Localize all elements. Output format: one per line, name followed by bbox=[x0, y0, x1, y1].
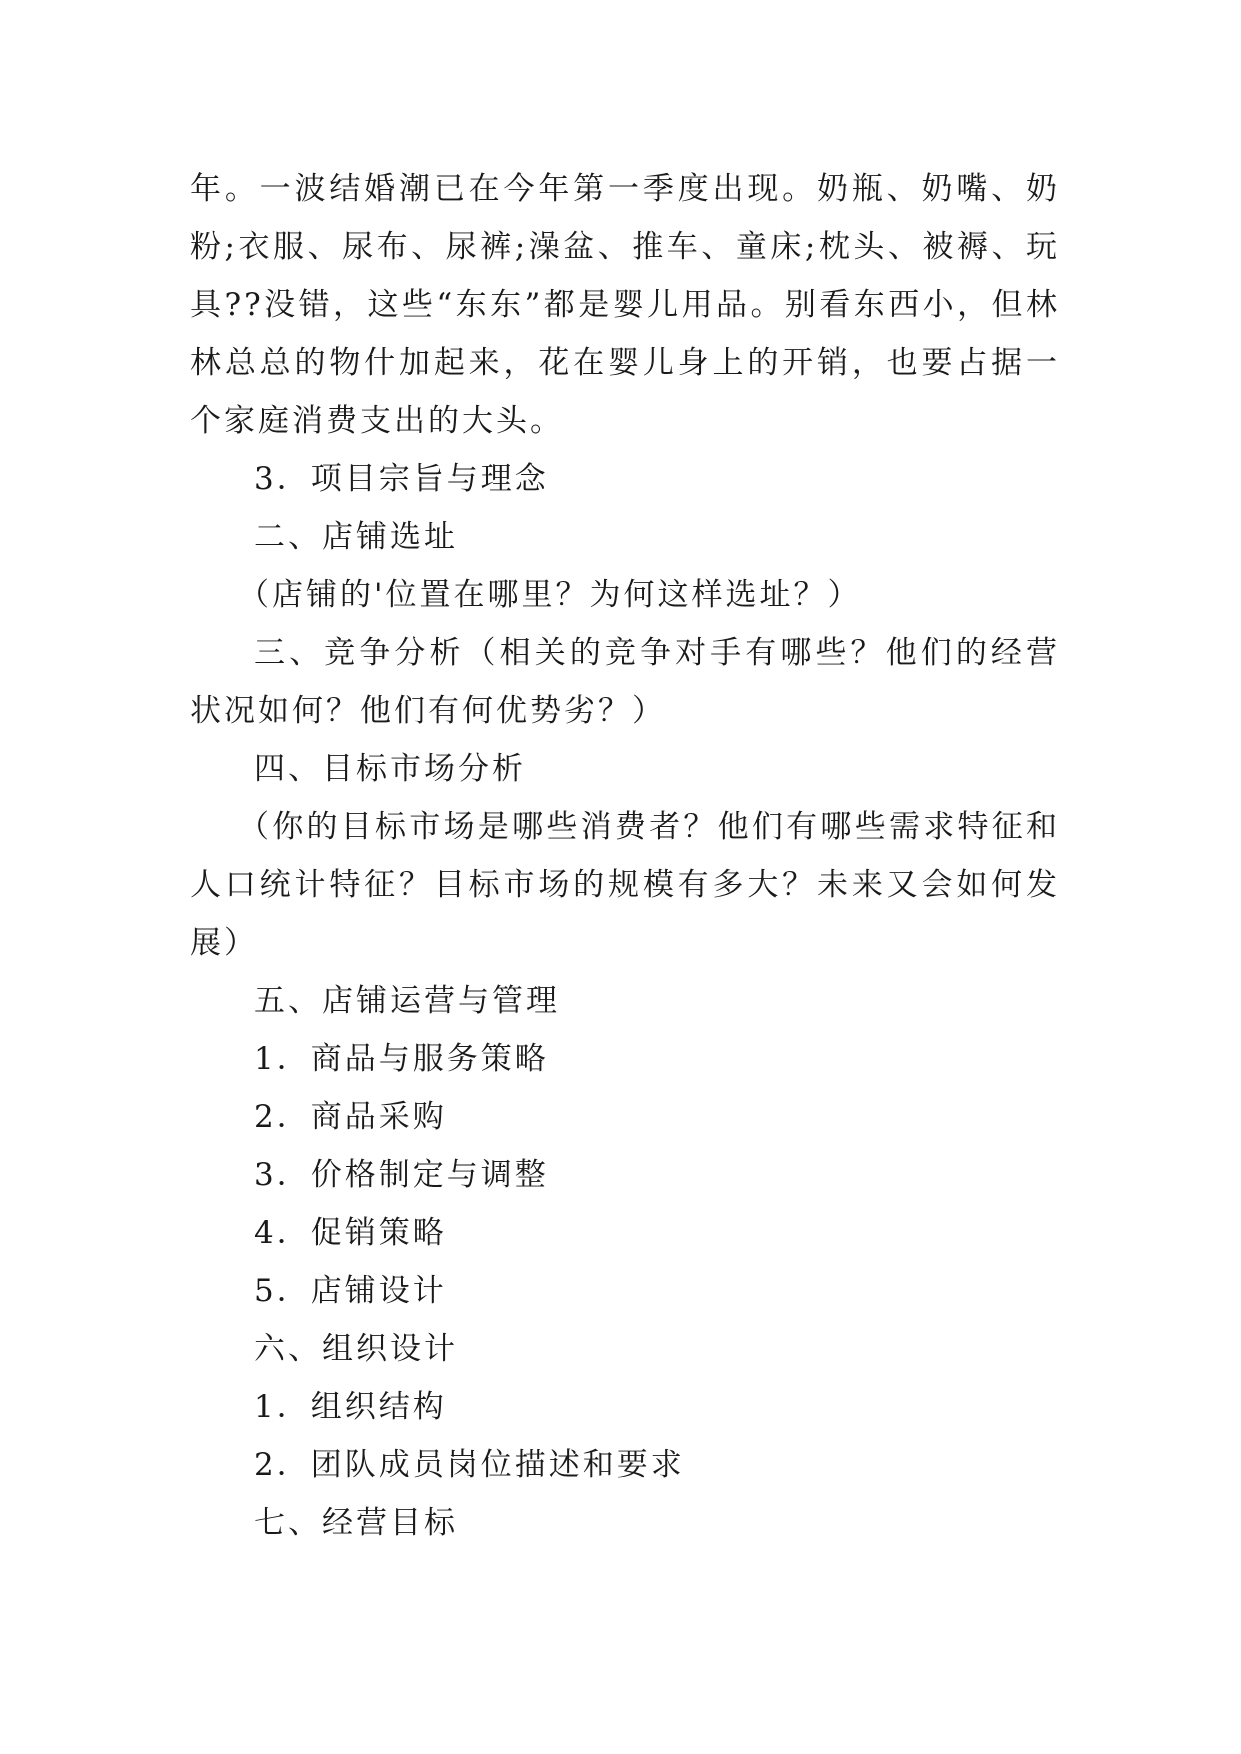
paragraph-intro: 年。一波结婚潮已在今年第一季度出现。奶瓶、奶嘴、奶粉;衣服、尿布、尿裤;澡盆、推车、童床;枕头、被褥、玩具??没错，这些“东东”都是婴儿用品。别看东西小，但林林总总的物什加起来，花在婴儿身上的开销，也要占据一个家庭消费支出的大头。 bbox=[190, 171, 1060, 439]
paragraph-target-market-note: （你的目标市场是哪些消费者？他们有哪些需求特征和人口统计特征？目标市场的规模有多大？未来又会如何发展） bbox=[190, 809, 1060, 961]
list-item-pricing: 3．价格制定与调整 bbox=[254, 1157, 549, 1193]
list-item-product-service: 1．商品与服务策略 bbox=[254, 1041, 549, 1077]
list-item-org-structure: 1．组织结构 bbox=[254, 1389, 447, 1425]
paragraph-project-purpose: 3．项目宗旨与理念 bbox=[254, 461, 549, 497]
heading-target-market: 四、目标市场分析 bbox=[254, 751, 526, 787]
heading-store-location: 二、店铺选址 bbox=[254, 519, 458, 555]
paragraph-location-note: （店铺的'位置在哪里？为何这样选址？） bbox=[238, 577, 862, 613]
list-item-store-design: 5．店铺设计 bbox=[254, 1273, 447, 1309]
list-item-promotion: 4．促销策略 bbox=[254, 1215, 447, 1251]
heading-business-goals: 七、经营目标 bbox=[254, 1505, 458, 1541]
document-body bbox=[190, 160, 1060, 1552]
heading-store-operations: 五、店铺运营与管理 bbox=[254, 983, 560, 1019]
heading-competition-analysis: 三、竞争分析（相关的竞争对手有哪些？他们的经营状况如何？他们有何优势劣？） bbox=[190, 635, 1060, 729]
list-item-procurement: 2．商品采购 bbox=[254, 1099, 447, 1135]
list-item-team-roles: 2．团队成员岗位描述和要求 bbox=[254, 1447, 685, 1483]
heading-organization-design: 六、组织设计 bbox=[254, 1331, 458, 1367]
